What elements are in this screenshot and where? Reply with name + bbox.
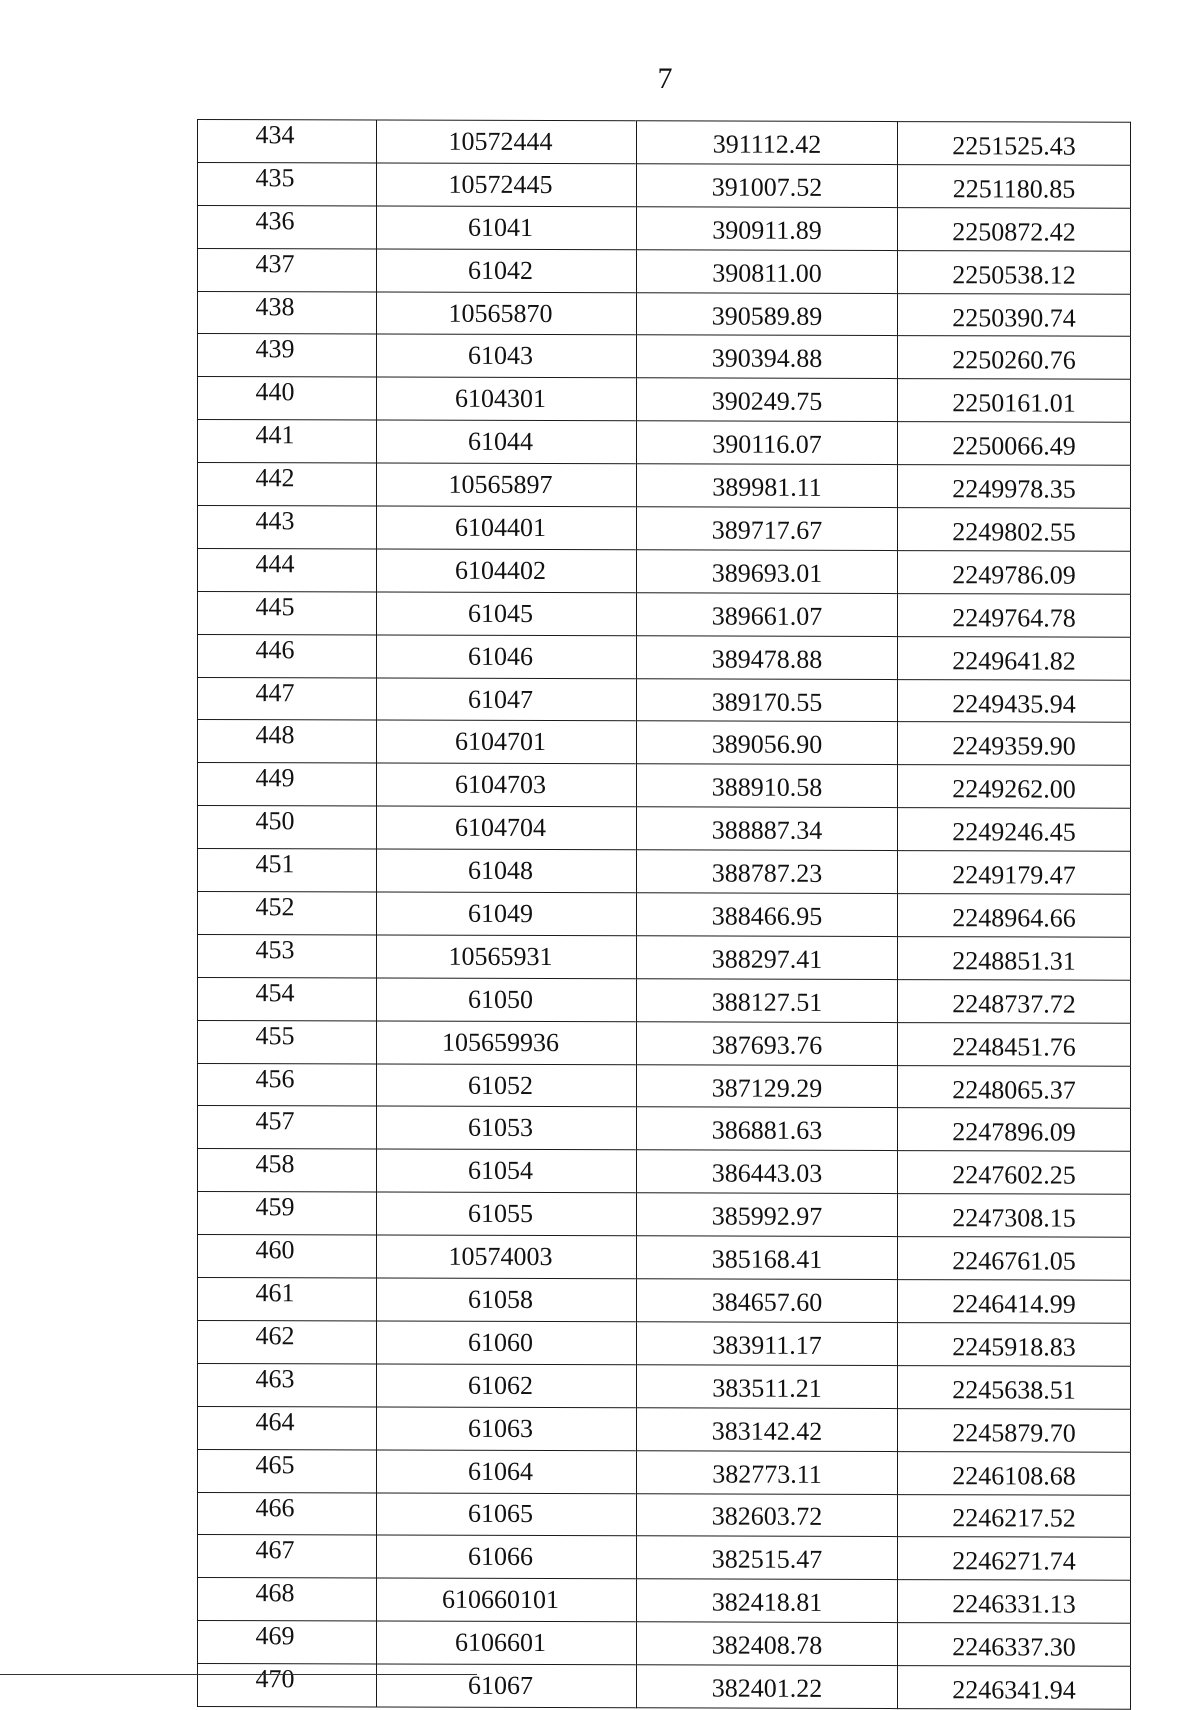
- point-code-cell: 61064: [377, 1450, 637, 1494]
- row-index-cell: 445: [198, 591, 377, 634]
- y-coordinate-cell: 2246761.05: [898, 1237, 1131, 1281]
- row-index-cell: 443: [198, 506, 377, 549]
- x-coordinate-cell: 390249.75: [637, 378, 898, 422]
- x-coordinate-cell: 388297.41: [637, 936, 898, 980]
- y-coordinate-cell: 2246341.94: [898, 1666, 1131, 1710]
- y-coordinate-cell: 2249764.78: [898, 593, 1131, 637]
- point-code-cell: 6104703: [377, 763, 637, 807]
- y-coordinate-cell: 2249262.00: [898, 765, 1131, 809]
- x-coordinate-cell: 383511.21: [637, 1365, 898, 1409]
- x-coordinate-cell: 388466.95: [637, 893, 898, 937]
- row-index-cell: 456: [198, 1063, 377, 1106]
- y-coordinate-cell: 2247308.15: [898, 1194, 1131, 1238]
- point-code-cell: 61046: [377, 635, 637, 679]
- x-coordinate-cell: 388910.58: [637, 764, 898, 808]
- x-coordinate-cell: 387129.29: [637, 1064, 898, 1108]
- footnote-divider: [0, 1674, 477, 1675]
- table-row: [198, 1492, 1131, 1538]
- table-row: [198, 1063, 1131, 1109]
- row-index-cell: 449: [198, 763, 377, 806]
- x-coordinate-cell: 390394.88: [637, 335, 898, 379]
- point-code-cell: 6104701: [377, 721, 637, 765]
- table-row: [198, 677, 1131, 723]
- table-body: [198, 120, 1131, 1710]
- table-row: [198, 1406, 1131, 1452]
- x-coordinate-cell: 384657.60: [637, 1279, 898, 1323]
- point-code-cell: 10565897: [377, 463, 637, 507]
- y-coordinate-cell: 2249435.94: [898, 679, 1131, 723]
- table-row: [198, 205, 1131, 251]
- table-row: [198, 892, 1131, 938]
- row-index-cell: 446: [198, 634, 377, 677]
- x-coordinate-cell: 389056.90: [637, 721, 898, 765]
- row-index-cell: 451: [198, 849, 377, 892]
- y-coordinate-cell: 2246108.68: [898, 1451, 1131, 1495]
- y-coordinate-cell: 2251180.85: [898, 164, 1131, 208]
- row-index-cell: 469: [198, 1621, 377, 1664]
- table-row: [198, 1020, 1131, 1066]
- x-coordinate-cell: 391007.52: [637, 164, 898, 208]
- point-code-cell: 61066: [377, 1535, 637, 1579]
- point-code-cell: 610660101: [377, 1578, 637, 1622]
- point-code-cell: 61049: [377, 892, 637, 936]
- point-code-cell: 6104301: [377, 377, 637, 421]
- table-row: [198, 1106, 1131, 1152]
- table-row: [198, 1449, 1131, 1495]
- row-index-cell: 435: [198, 162, 377, 205]
- table-row: [198, 463, 1131, 509]
- y-coordinate-cell: 2248451.76: [898, 1022, 1131, 1066]
- table-row: [198, 1278, 1131, 1324]
- table-row: [198, 849, 1131, 895]
- row-index-cell: 470: [198, 1664, 377, 1707]
- x-coordinate-cell: 388127.51: [637, 979, 898, 1023]
- x-coordinate-cell: 382773.11: [637, 1450, 898, 1494]
- y-coordinate-cell: 2250260.76: [898, 336, 1131, 380]
- y-coordinate-cell: 2245879.70: [898, 1408, 1131, 1452]
- point-code-cell: 61042: [377, 249, 637, 293]
- row-index-cell: 438: [198, 291, 377, 334]
- row-index-cell: 455: [198, 1020, 377, 1063]
- point-code-cell: 61047: [377, 678, 637, 722]
- row-index-cell: 463: [198, 1363, 377, 1406]
- point-code-cell: 6104401: [377, 506, 637, 550]
- point-code-cell: 61050: [377, 978, 637, 1022]
- table-row: [198, 162, 1131, 208]
- table-row: [198, 506, 1131, 552]
- y-coordinate-cell: 2250066.49: [898, 422, 1131, 466]
- table-row: [198, 977, 1131, 1023]
- table-row: [198, 1192, 1131, 1238]
- row-index-cell: 468: [198, 1578, 377, 1621]
- x-coordinate-cell: 389981.11: [637, 464, 898, 508]
- table-row: [198, 291, 1131, 337]
- x-coordinate-cell: 386881.63: [637, 1107, 898, 1151]
- y-coordinate-cell: 2249802.55: [898, 508, 1131, 552]
- table-row: [198, 120, 1131, 166]
- row-index-cell: 465: [198, 1449, 377, 1492]
- row-index-cell: 466: [198, 1492, 377, 1535]
- point-code-cell: 61067: [377, 1664, 637, 1708]
- table-row: [198, 806, 1131, 852]
- row-index-cell: 447: [198, 677, 377, 720]
- point-code-cell: 61041: [377, 206, 637, 250]
- y-coordinate-cell: 2246331.13: [898, 1580, 1131, 1624]
- table-row: [198, 1535, 1131, 1581]
- table-row: [198, 1320, 1131, 1366]
- x-coordinate-cell: 389717.67: [637, 507, 898, 551]
- y-coordinate-cell: 2246217.52: [898, 1494, 1131, 1538]
- row-index-cell: 441: [198, 420, 377, 463]
- row-index-cell: 439: [198, 334, 377, 377]
- x-coordinate-cell: 385992.97: [637, 1193, 898, 1237]
- row-index-cell: 442: [198, 463, 377, 506]
- x-coordinate-cell: 389478.88: [637, 635, 898, 679]
- point-code-cell: 61054: [377, 1149, 637, 1193]
- point-code-cell: 61053: [377, 1107, 637, 1151]
- table-row: [198, 634, 1131, 680]
- x-coordinate-cell: 389170.55: [637, 678, 898, 722]
- point-code-cell: 6104704: [377, 806, 637, 850]
- y-coordinate-cell: 2245918.83: [898, 1323, 1131, 1367]
- table-row: [198, 591, 1131, 637]
- table-row: [198, 334, 1131, 380]
- point-code-cell: 10565870: [377, 292, 637, 336]
- table-row: [198, 1621, 1131, 1667]
- y-coordinate-cell: 2249246.45: [898, 808, 1131, 852]
- x-coordinate-cell: 388887.34: [637, 807, 898, 851]
- point-code-cell: 61052: [377, 1064, 637, 1108]
- row-index-cell: 436: [198, 205, 377, 248]
- x-coordinate-cell: 382418.81: [637, 1579, 898, 1623]
- x-coordinate-cell: 391112.42: [637, 121, 898, 165]
- row-index-cell: 459: [198, 1192, 377, 1235]
- row-index-cell: 454: [198, 977, 377, 1020]
- point-code-cell: 105659936: [377, 1021, 637, 1065]
- table-row: [198, 377, 1131, 423]
- point-code-cell: 10574003: [377, 1235, 637, 1279]
- x-coordinate-cell: 390911.89: [637, 207, 898, 251]
- row-index-cell: 461: [198, 1278, 377, 1321]
- row-index-cell: 460: [198, 1235, 377, 1278]
- point-code-cell: 61048: [377, 849, 637, 893]
- y-coordinate-cell: 2247896.09: [898, 1108, 1131, 1152]
- y-coordinate-cell: 2250872.42: [898, 207, 1131, 251]
- row-index-cell: 453: [198, 934, 377, 977]
- y-coordinate-cell: 2246337.30: [898, 1623, 1131, 1667]
- y-coordinate-cell: 2249978.35: [898, 465, 1131, 509]
- row-index-cell: 450: [198, 806, 377, 849]
- y-coordinate-cell: 2246414.99: [898, 1280, 1131, 1324]
- x-coordinate-cell: 389661.07: [637, 593, 898, 637]
- row-index-cell: 457: [198, 1106, 377, 1149]
- x-coordinate-cell: 387693.76: [637, 1022, 898, 1066]
- y-coordinate-cell: 2248964.66: [898, 894, 1131, 938]
- table-row: [198, 934, 1131, 980]
- x-coordinate-cell: 389693.01: [637, 550, 898, 594]
- point-code-cell: 6104402: [377, 549, 637, 593]
- point-code-cell: 61058: [377, 1278, 637, 1322]
- table-row: [198, 1235, 1131, 1281]
- y-coordinate-cell: 2248851.31: [898, 937, 1131, 981]
- y-coordinate-cell: 2247602.25: [898, 1151, 1131, 1195]
- point-code-cell: 10572445: [377, 163, 637, 207]
- y-coordinate-cell: 2250161.01: [898, 379, 1131, 423]
- row-index-cell: 464: [198, 1406, 377, 1449]
- row-index-cell: 462: [198, 1320, 377, 1363]
- x-coordinate-cell: 383142.42: [637, 1408, 898, 1452]
- row-index-cell: 444: [198, 548, 377, 591]
- point-code-cell: 61062: [377, 1364, 637, 1408]
- point-code-cell: 61044: [377, 420, 637, 464]
- y-coordinate-cell: 2250390.74: [898, 293, 1131, 337]
- x-coordinate-cell: 386443.03: [637, 1150, 898, 1194]
- x-coordinate-cell: 390116.07: [637, 421, 898, 465]
- row-index-cell: 448: [198, 720, 377, 763]
- row-index-cell: 452: [198, 892, 377, 935]
- y-coordinate-cell: 2246271.74: [898, 1537, 1131, 1581]
- y-coordinate-cell: 2249786.09: [898, 550, 1131, 594]
- point-code-cell: 10572444: [377, 120, 637, 164]
- y-coordinate-cell: 2248737.72: [898, 979, 1131, 1023]
- table-row: [198, 720, 1131, 766]
- table-row: [198, 420, 1131, 466]
- y-coordinate-cell: 2250538.12: [898, 250, 1131, 294]
- row-index-cell: 467: [198, 1535, 377, 1578]
- x-coordinate-cell: 382401.22: [637, 1665, 898, 1709]
- x-coordinate-cell: 382408.78: [637, 1622, 898, 1666]
- table-row: [198, 1578, 1131, 1624]
- point-code-cell: 61060: [377, 1321, 637, 1365]
- x-coordinate-cell: 382515.47: [637, 1536, 898, 1580]
- table-row: [198, 763, 1131, 809]
- y-coordinate-cell: 2248065.37: [898, 1065, 1131, 1109]
- x-coordinate-cell: 390589.89: [637, 292, 898, 336]
- table-row: [198, 1363, 1131, 1409]
- point-code-cell: 61065: [377, 1493, 637, 1537]
- x-coordinate-cell: 388787.23: [637, 850, 898, 894]
- table-row: [198, 1149, 1131, 1195]
- x-coordinate-cell: 390811.00: [637, 249, 898, 293]
- y-coordinate-cell: 2249359.90: [898, 722, 1131, 766]
- table-row: [198, 248, 1131, 294]
- y-coordinate-cell: 2249641.82: [898, 636, 1131, 680]
- x-coordinate-cell: 382603.72: [637, 1493, 898, 1537]
- x-coordinate-cell: 385168.41: [637, 1236, 898, 1280]
- row-index-cell: 434: [198, 120, 377, 163]
- point-code-cell: 61055: [377, 1192, 637, 1236]
- page-number: 7: [657, 62, 673, 95]
- row-index-cell: 437: [198, 248, 377, 291]
- y-coordinate-cell: 2245638.51: [898, 1365, 1131, 1409]
- row-index-cell: 440: [198, 377, 377, 420]
- y-coordinate-cell: 2251525.43: [898, 122, 1131, 166]
- point-code-cell: 6106601: [377, 1621, 637, 1665]
- table-row: [198, 548, 1131, 594]
- row-index-cell: 458: [198, 1149, 377, 1192]
- coordinate-table: [197, 119, 1131, 1710]
- point-code-cell: 61043: [377, 334, 637, 378]
- point-code-cell: 10565931: [377, 935, 637, 979]
- x-coordinate-cell: 383911.17: [637, 1322, 898, 1366]
- y-coordinate-cell: 2249179.47: [898, 851, 1131, 895]
- table-row: [198, 1664, 1131, 1710]
- point-code-cell: 61063: [377, 1407, 637, 1451]
- point-code-cell: 61045: [377, 592, 637, 636]
